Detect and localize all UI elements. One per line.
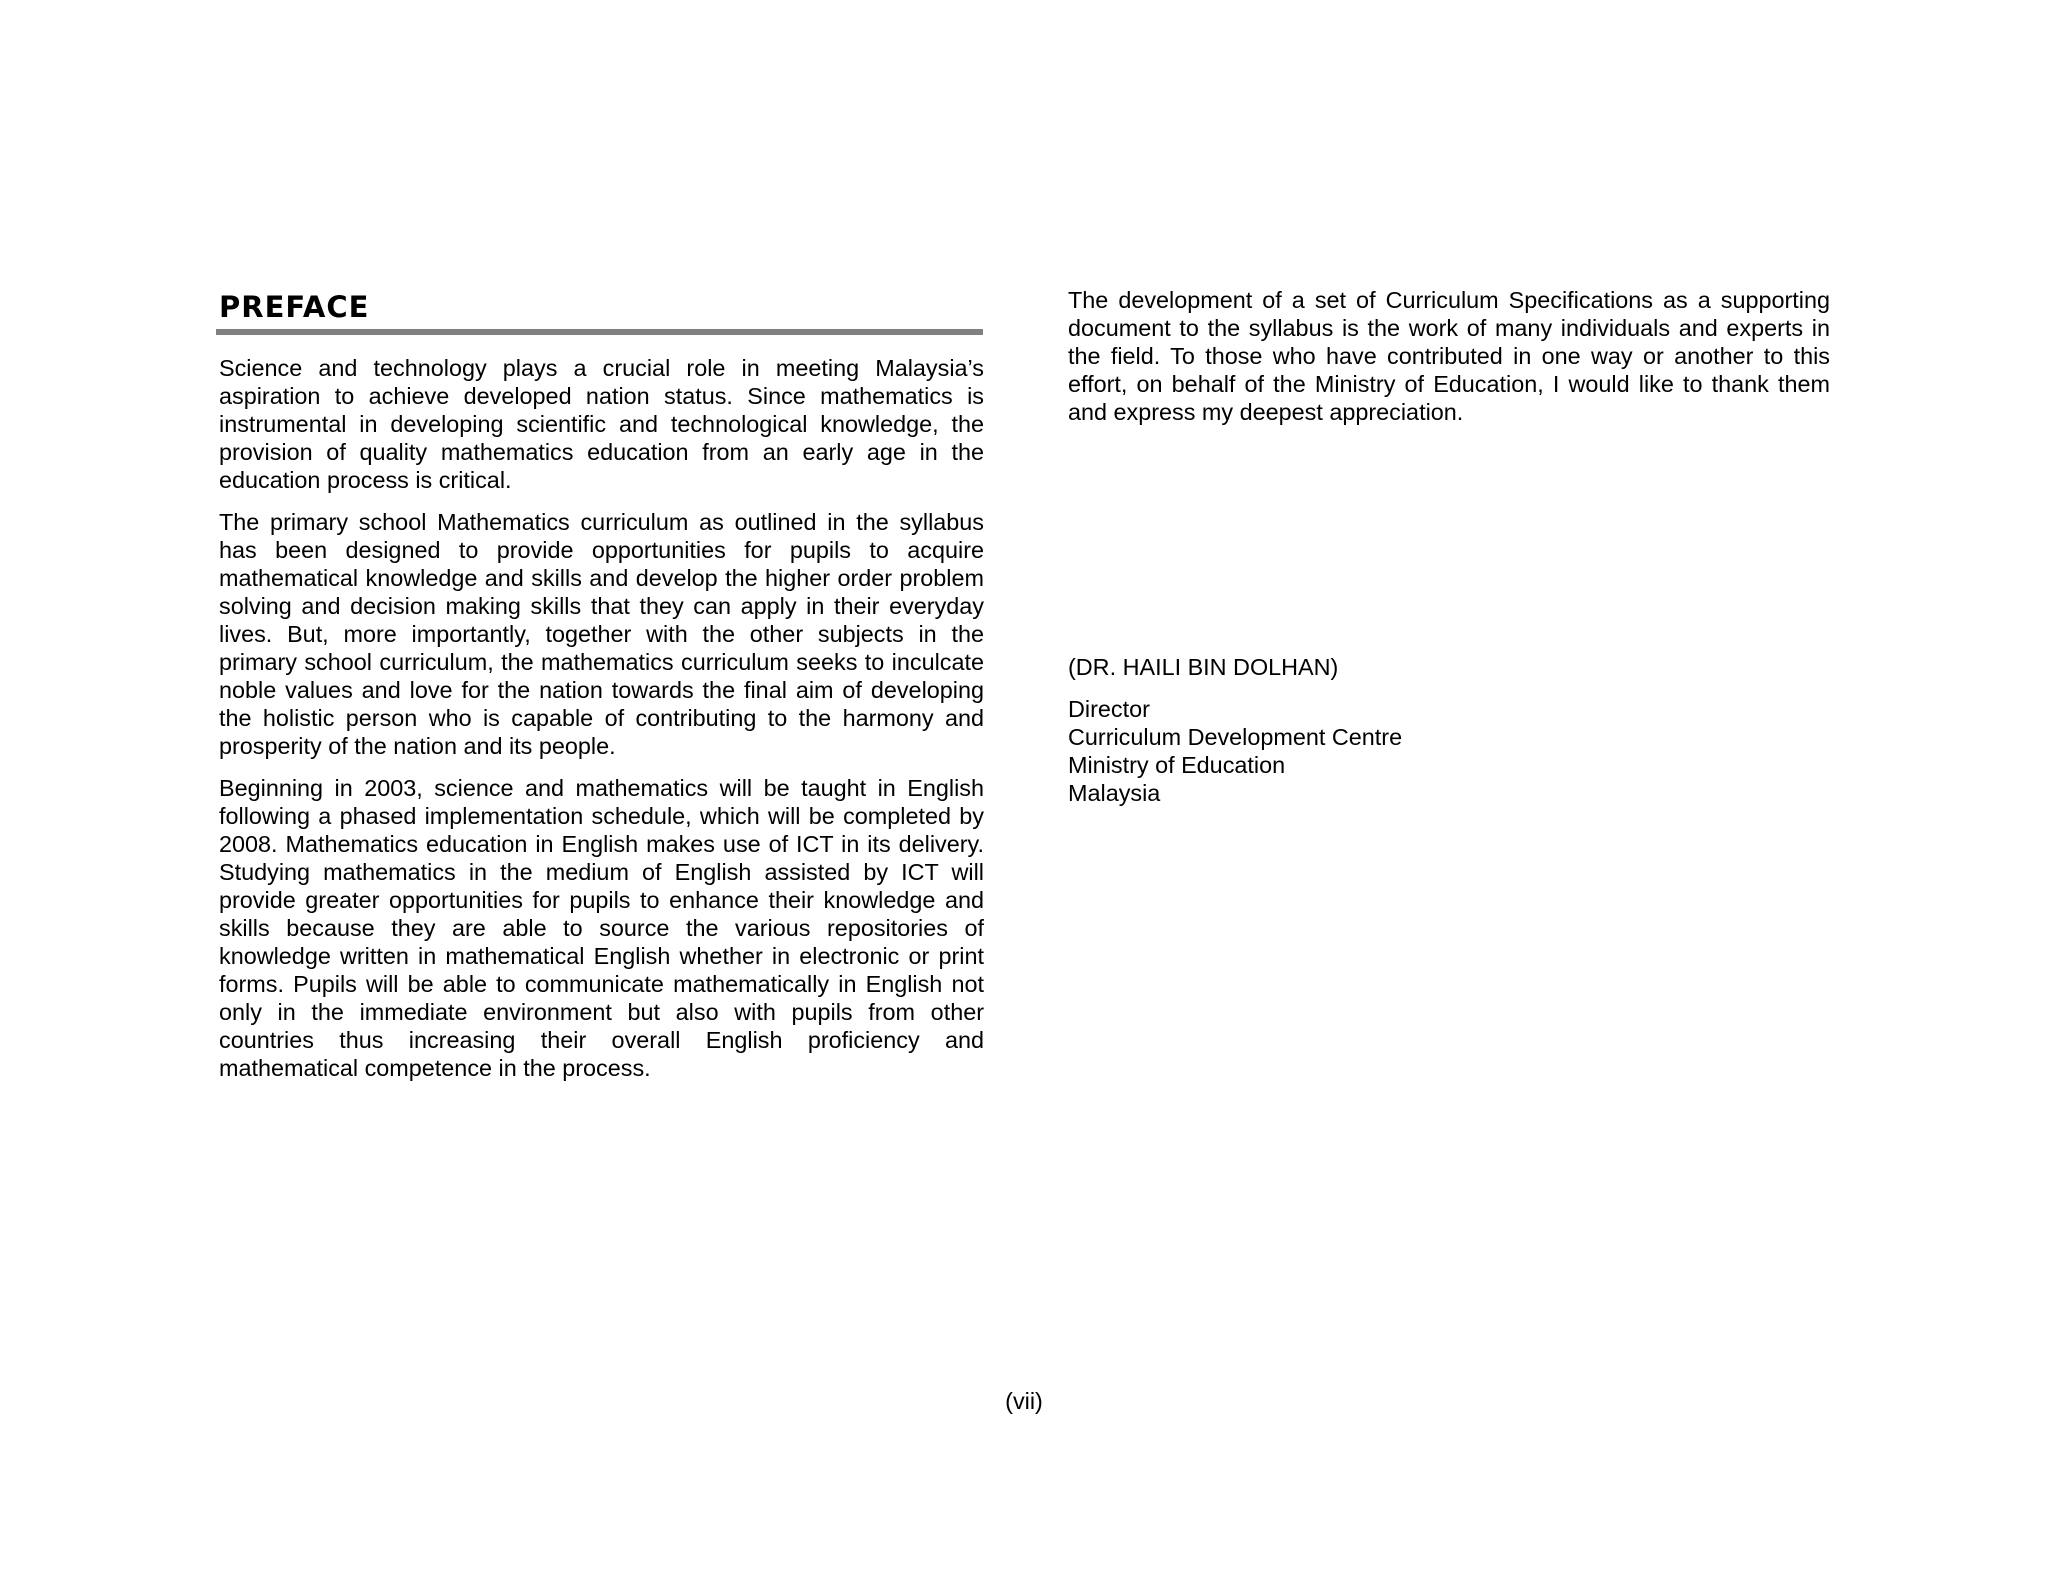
heading-rule xyxy=(216,329,983,335)
signature-block xyxy=(1068,653,1402,807)
page-title: PREFACE xyxy=(219,290,370,324)
signatory-country: Malaysia xyxy=(1068,780,1161,806)
signatory-ministry: Ministry of Education xyxy=(1068,752,1286,778)
page-number: (vii) xyxy=(1005,1388,1043,1414)
signatory-department: Curriculum Development Centre xyxy=(1068,724,1403,750)
preface-paragraph-1: Science and technology plays a crucial role in meeting Malaysia’s aspiration to achieve developed nation status. Since mathematics is instrumental in developing scientific and technological knowledge, the provision of quality mathematics education from an early age in the education process is critical. xyxy=(219,355,984,493)
signatory-name: (DR. HAILI BIN DOLHAN) xyxy=(1068,654,1339,680)
preface-paragraph-3: Beginning in 2003, science and mathematics will be taught in English following a phased implementation schedule, which will be completed by 2008. Mathematics education in English makes use of ICT in its delivery. Studying mathematics in the medium of English assisted by ICT will provide greater opportunities for pupils to enhance their knowledge and skills because they are able to source the various repositories of knowledge written in mathematical English whether in electronic or print forms. Pupils will be able to communicate mathematically in English not only in the immediate environment but also with pupils from other countries thus increasing their overall English proficiency and mathematical competence in the process. xyxy=(219,775,984,1081)
signatory-title: Director xyxy=(1068,696,1150,722)
acknowledgement-paragraph: The development of a set of Curriculum Specifications as a supporting document to the syllabus is the work of many individuals and experts in the field. To those who have contributed in one way or another to this effort, on behalf of the Ministry of Education, I would like to thank them and express my deepest appreciation. xyxy=(1068,287,1830,425)
preface-paragraph-2: The primary school Mathematics curriculum as outlined in the syllabus has been designed to provide opportunities for pupils to acquire mathematical knowledge and skills and develop the higher order problem solving and decision making skills that they can apply in their everyday lives. But, more importantly, together with the other subjects in the primary school curriculum, the mathematics curriculum seeks to inculcate noble values and love for the nation towards the final aim of developing the holistic person who is capable of contributing to the harmony and prosperity of the nation and its people. xyxy=(219,509,984,759)
preface-right-column xyxy=(1068,286,1830,440)
preface-left-column xyxy=(219,288,984,1096)
